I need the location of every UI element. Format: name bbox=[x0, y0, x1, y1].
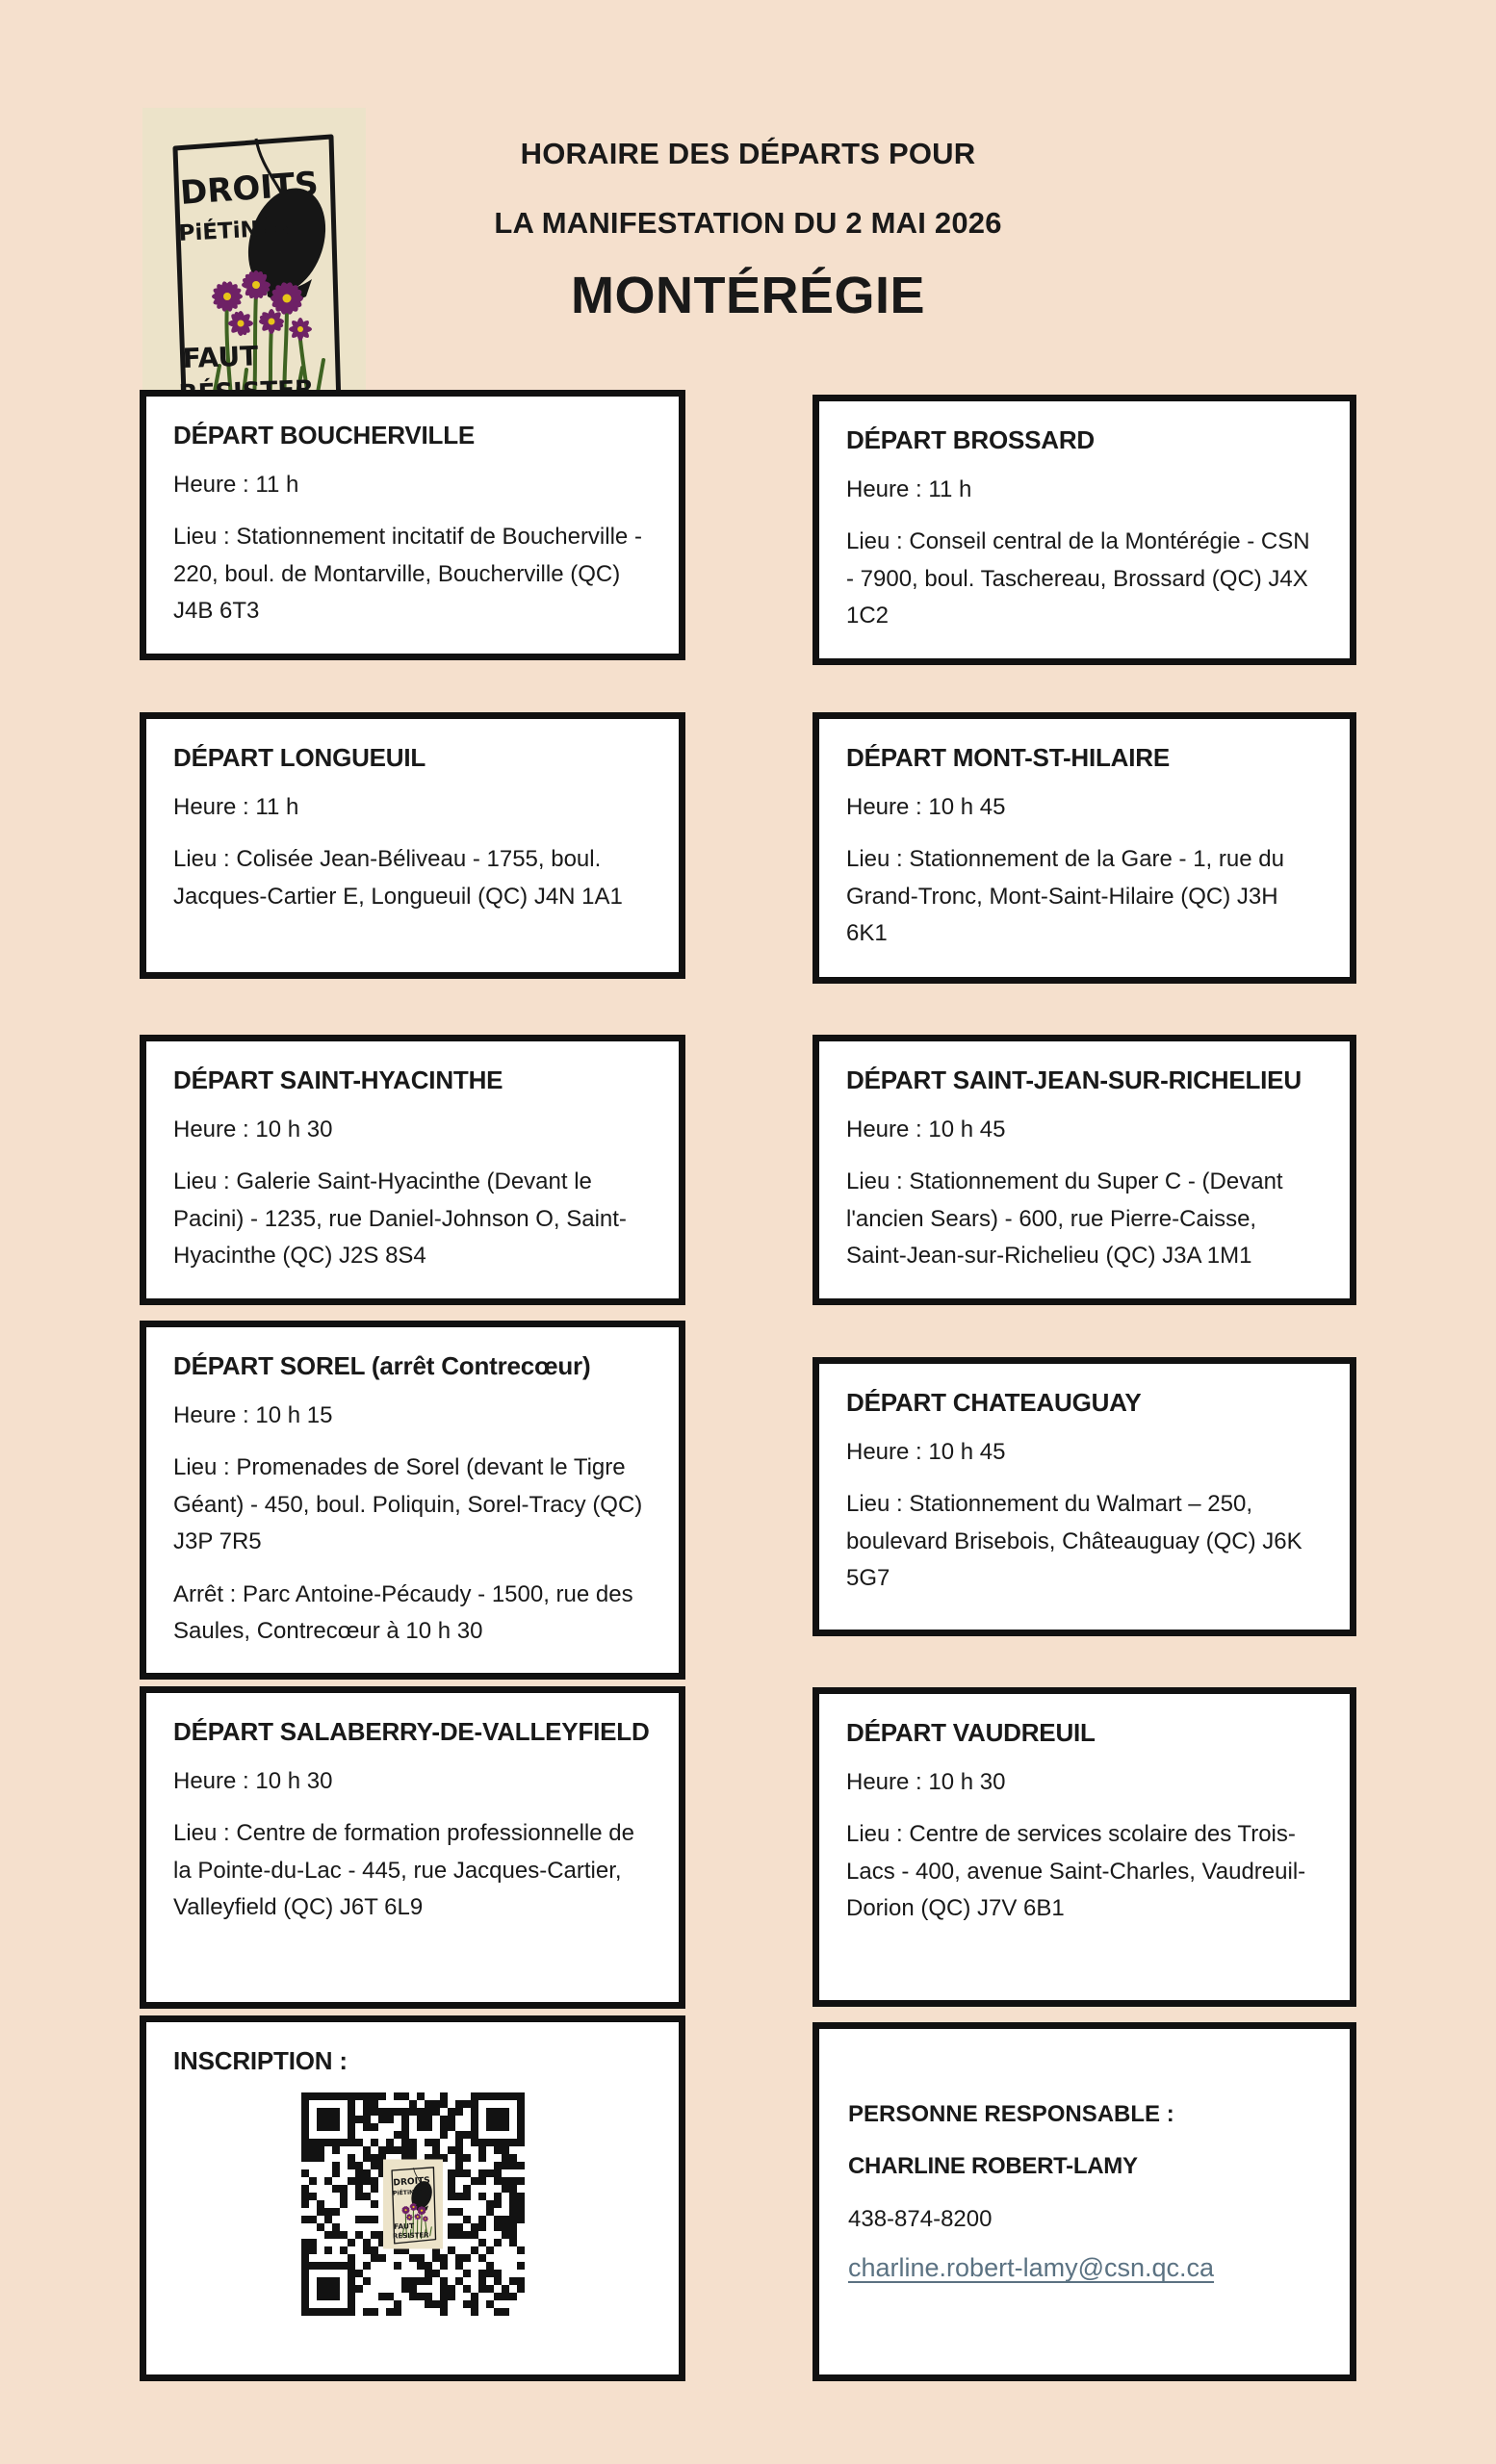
departure-time: Heure : 11 h bbox=[846, 476, 972, 503]
departure-card-vaudreuil bbox=[812, 1687, 1356, 2007]
contact-email-link[interactable]: charline.robert-lamy@csn.qc.ca bbox=[848, 2253, 1215, 2283]
departure-card-chateauguay bbox=[812, 1357, 1356, 1636]
departure-title: DÉPART BOUCHERVILLE bbox=[173, 421, 476, 449]
contact-phone: 438-874-8200 bbox=[848, 2205, 993, 2232]
header-region-title: MONTÉRÉGIE bbox=[570, 267, 926, 324]
departure-time: Heure : 10 h 30 bbox=[846, 1769, 1006, 1796]
departure-card-mont-st-hilaire bbox=[812, 712, 1356, 984]
departure-title: DÉPART SALABERRY-DE-VALLEYFIELD bbox=[173, 1717, 650, 1746]
departure-location: Lieu : Stationnement incitatif de Boucherville - 220, boul. de Montarville, Boucherville (QC) J4B 6T3 bbox=[173, 524, 642, 625]
departure-title: DÉPART CHATEAUGUAY bbox=[846, 1388, 1142, 1417]
departure-title: DÉPART SOREL (arrêt Contrecœur) bbox=[173, 1351, 591, 1380]
departure-card-brossard bbox=[812, 395, 1356, 665]
departure-title: DÉPART BROSSARD bbox=[846, 425, 1095, 454]
departure-stop: Arrêt : Parc Antoine-Pécaudy - 1500, rue des Saules, Contrecœur à 10 h 30 bbox=[173, 1580, 633, 1644]
qr-code-icon bbox=[301, 2092, 525, 2316]
departure-location: Lieu : Conseil central de la Montérégie - CSN - 7900, boul. Taschereau, Brossard (QC) J4X 1C2 bbox=[846, 528, 1310, 629]
departure-card-saint-hyacinthe bbox=[140, 1035, 685, 1305]
qr-center-logo bbox=[383, 2160, 443, 2249]
departure-title: DÉPART VAUDREUIL bbox=[846, 1718, 1096, 1747]
departure-location: Lieu : Galerie Saint-Hyacinthe (Devant le Pacini) - 1235, rue Daniel-Johnson O, Saint-Hyacinthe (QC) J2S 8S4 bbox=[173, 1168, 627, 1270]
contact-label: PERSONNE RESPONSABLE : bbox=[848, 2101, 1174, 2127]
departure-location: Lieu : Stationnement du Super C - (Devant l'ancien Sears) - 600, rue Pierre-Caisse, Saint-Jean-sur-Richelieu (QC) J3A 1M1 bbox=[846, 1168, 1283, 1270]
departure-time: Heure : 10 h 45 bbox=[846, 1116, 1006, 1143]
inscription-label: INSCRIPTION : bbox=[173, 2046, 348, 2075]
departure-time: Heure : 10 h 30 bbox=[173, 1116, 333, 1143]
header-line-1: HORAIRE DES DÉPARTS POUR bbox=[520, 137, 976, 170]
departure-time: Heure : 10 h 15 bbox=[173, 1402, 333, 1429]
departure-card-boucherville bbox=[140, 390, 685, 660]
departure-time: Heure : 11 h bbox=[173, 472, 299, 499]
departure-title: DÉPART SAINT-HYACINTHE bbox=[173, 1065, 503, 1094]
departure-title: DÉPART LONGUEUIL bbox=[173, 743, 426, 772]
departure-time: Heure : 10 h 30 bbox=[173, 1768, 333, 1795]
departure-location: Lieu : Promenades de Sorel (devant le Tigre Géant) - 450, boul. Poliquin, Sorel-Tracy (QC) J3P 7R5 bbox=[173, 1454, 643, 1555]
departure-location: Lieu : Colisée Jean-Béliveau - 1755, boul. Jacques-Cartier E, Longueuil (QC) J4N 1A1 bbox=[173, 846, 623, 910]
departure-location: Lieu : Stationnement du Walmart – 250, boulevard Brisebois, Châteauguay (QC) J6K 5G7 bbox=[846, 1491, 1303, 1592]
contact-card bbox=[812, 2022, 1356, 2381]
departure-location: Lieu : Stationnement de la Gare - 1, rue du Grand-Tronc, Mont-Saint-Hilaire (QC) J3H 6K1 bbox=[846, 846, 1284, 947]
departure-card-longueuil bbox=[140, 712, 685, 979]
inscription-card bbox=[140, 2015, 685, 2381]
departure-time: Heure : 10 h 45 bbox=[846, 794, 1006, 821]
departure-card-saint-jean-sur-richelieu bbox=[812, 1035, 1356, 1305]
departure-title: DÉPART MONT-ST-HILAIRE bbox=[846, 743, 1170, 772]
departure-time: Heure : 10 h 45 bbox=[846, 1439, 1006, 1466]
header-line-2: LA MANIFESTATION DU 2 MAI 2026 bbox=[494, 206, 1002, 240]
departure-card-sorel bbox=[140, 1321, 685, 1680]
departure-location: Lieu : Centre de services scolaire des Trois-Lacs - 400, avenue Saint-Charles, Vaudreuil-Dorion (QC) J7V 6B1 bbox=[846, 1821, 1306, 1922]
contact-name: CHARLINE ROBERT-LAMY bbox=[848, 2153, 1138, 2180]
departure-location: Lieu : Centre de formation professionnelle de la Pointe-du-Lac - 445, rue Jacques-Cartier, Valleyfield (QC) J6T 6L9 bbox=[173, 1820, 634, 1921]
departure-title: DÉPART SAINT-JEAN-SUR-RICHELIEU bbox=[846, 1065, 1302, 1094]
departure-time: Heure : 11 h bbox=[173, 794, 299, 821]
departure-card-salaberry-de-valleyfield bbox=[140, 1686, 685, 2009]
